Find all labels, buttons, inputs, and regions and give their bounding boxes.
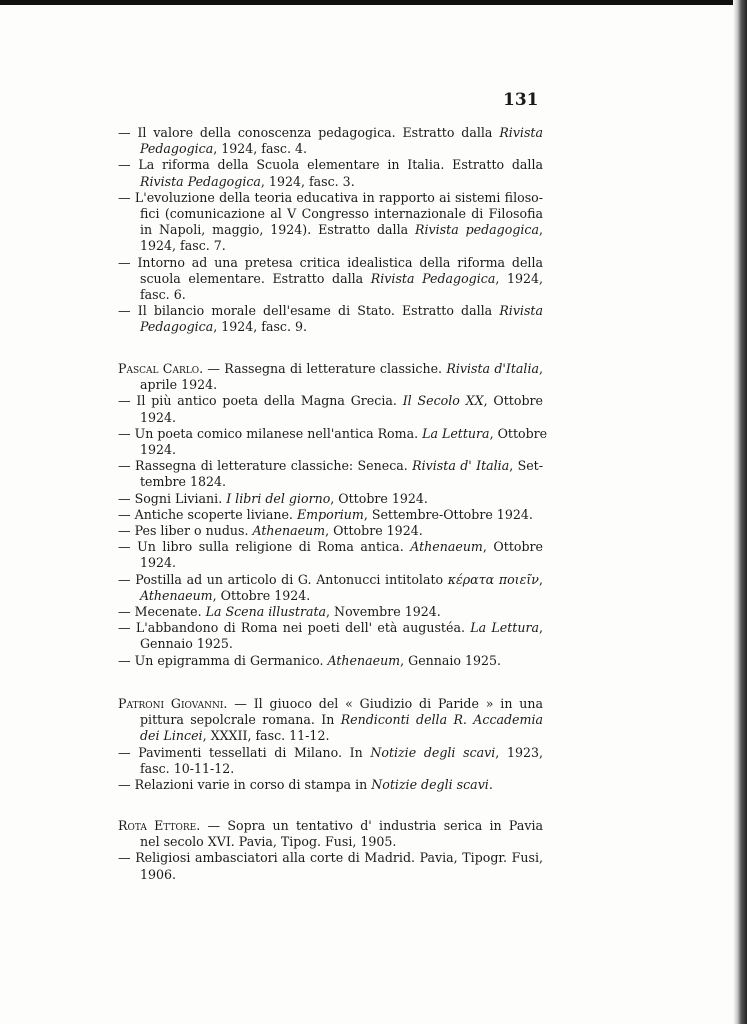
- entry-text: — Pes liber o nudus.: [118, 523, 253, 539]
- entry-line: [118, 393, 543, 409]
- entry-text: , XXXII, fasc. 11-12.: [202, 728, 330, 744]
- entry-text: Gennaio 1925.: [140, 636, 233, 652]
- entry-text: .: [488, 777, 493, 793]
- bibliography-entry: [118, 190, 543, 255]
- section-pascal-carlo: [118, 361, 548, 669]
- entry-line: [118, 255, 543, 271]
- bibliography-entry: [118, 777, 543, 793]
- entry-text: — L'evoluzione della teoria educativa in rapporto ai sistemi filoso-: [118, 189, 543, 205]
- entry-text: 1924.: [140, 409, 177, 425]
- publication-title: Rivista: [499, 125, 543, 140]
- entry-text: ,: [538, 222, 543, 238]
- entry-line: [118, 271, 543, 287]
- entry-text: fasc. 10-11-12.: [140, 760, 235, 776]
- bibliography-entry: [118, 507, 543, 523]
- bibliography-entry: [118, 523, 543, 539]
- publication-title: Rivista pedagogica: [415, 222, 539, 238]
- entry-text: — Pavimenti tessellati di Milano. In: [118, 744, 371, 760]
- entry-text: , Novembre 1924.: [326, 604, 441, 620]
- entry-text: — Il più antico poeta della Magna Grecia.: [118, 393, 403, 409]
- publication-title: Rivista: [499, 303, 543, 319]
- entry-text: , Ottobre: [482, 539, 543, 555]
- entry-line: [118, 523, 543, 539]
- entry-line: [118, 728, 543, 744]
- entry-line: [118, 620, 543, 636]
- entry-text: — Un poeta comico milanese nell'antica Roma.: [118, 425, 423, 441]
- entry-text: , Ottobre 1924.: [212, 587, 311, 603]
- entry-line: [118, 125, 543, 141]
- bibliography-entry: [118, 653, 543, 669]
- entry-line: [118, 491, 543, 507]
- entry-text: — Un libro sulla religione di Roma antica.: [118, 539, 411, 555]
- publication-title: Rivista Pedagogica: [370, 270, 496, 286]
- bibliography-entry: [118, 572, 543, 604]
- entry-line: [118, 712, 543, 728]
- author-name: Patroni Giovanni.: [118, 696, 228, 711]
- publication-title: Athenaeum: [410, 539, 483, 555]
- publication-title: Rivista d' Italia: [412, 458, 510, 474]
- author-name: Rota Ettore.: [118, 818, 201, 833]
- entry-line: [118, 141, 543, 157]
- entry-text: fici (comunicazione al V Congresso internazionale di Filosofia: [140, 206, 543, 222]
- publication-title: La Lettura: [470, 620, 539, 636]
- entry-text: nel secolo XVI. Pavia, Tipog. Fusi, 1905.: [140, 834, 397, 850]
- entry-text: , Settembre-Ottobre 1924.: [363, 506, 533, 522]
- entry-text: 1924.: [140, 555, 177, 571]
- bibliography-entry: [118, 458, 543, 490]
- publication-title: Rivista Pedagogica: [140, 173, 261, 189]
- entry-text: — La riforma della Scuola elementare in Italia. Estratto dalla: [118, 157, 543, 173]
- entry-line: [118, 588, 543, 604]
- entry-line: [118, 653, 543, 669]
- bibliography-entry: [118, 604, 543, 620]
- entry-text: pittura sepolcrale romana. In: [140, 712, 341, 728]
- entry-line: [118, 425, 548, 442]
- entry-line: [118, 377, 543, 393]
- entry-text: scuola elementare. Estratto dalla: [140, 270, 371, 286]
- entry-text: — Il valore della conoscenza pedagogica. Estratto dalla: [118, 125, 500, 140]
- entry-line: [118, 777, 543, 793]
- publication-title: Rivista d'Italia: [446, 361, 539, 376]
- entry-text: , Set-: [509, 458, 543, 474]
- entry-line: [118, 745, 543, 761]
- entry-text: — Rassegna di letterature classiche: Seneca.: [118, 458, 413, 474]
- entry-line: [118, 636, 543, 652]
- publication-title: I libri del giorno: [226, 490, 331, 506]
- entry-line: [118, 474, 543, 490]
- entry-line: [118, 604, 543, 620]
- bibliography-entry: [118, 303, 543, 335]
- bibliography-entry: [118, 361, 543, 393]
- scan-page-edge: [733, 0, 747, 1024]
- entry-text: — Postilla ad un articolo di G. Antonucci intitolato: [118, 571, 448, 587]
- entry-line: [118, 157, 543, 173]
- entry-text: , Ottobre: [483, 393, 543, 409]
- entry-line: [118, 761, 543, 777]
- bibliography-entry: [118, 393, 543, 425]
- entry-line: [118, 572, 543, 588]
- entry-text: 1906.: [140, 866, 177, 882]
- entry-line: [118, 458, 543, 474]
- entry-line: [118, 361, 543, 377]
- bibliography-entry: [118, 539, 543, 571]
- author-name: Pascal Carlo.: [118, 361, 204, 376]
- bibliography-entry: [118, 255, 543, 304]
- entry-text: — Intorno ad una pretesa critica idealistica della riforma della: [118, 254, 543, 270]
- entry-text: fasc. 6.: [140, 287, 186, 303]
- publication-title: Emporium: [296, 506, 364, 522]
- entry-line: [118, 442, 543, 458]
- entry-text: , 1924,: [495, 270, 544, 286]
- entry-line: [118, 410, 543, 426]
- entry-text: ,: [538, 361, 543, 376]
- entry-text: , Ottobre 1924.: [330, 490, 428, 506]
- bibliography-entry: [118, 696, 543, 745]
- entry-text: tembre 1824.: [140, 474, 227, 490]
- entry-line: [118, 174, 543, 190]
- bibliography-entry: [118, 850, 543, 882]
- entry-text: , 1924, fasc. 3.: [260, 173, 355, 189]
- entry-text: , Ottobre 1924.: [325, 523, 423, 539]
- publication-title: Pedagogica: [140, 319, 214, 335]
- entry-text: ,: [538, 571, 543, 587]
- entry-line: [118, 867, 543, 883]
- entry-text: — Un epigramma di Germanico.: [118, 652, 328, 668]
- publication-title: Athenaeum: [327, 652, 401, 668]
- entry-text: — Sogni Liviani.: [118, 490, 227, 506]
- publication-title: Pedagogica: [140, 141, 214, 157]
- entry-line: [118, 222, 543, 238]
- entry-line: [118, 287, 543, 303]
- scan-top-border: [0, 0, 747, 5]
- entry-text: in Napoli, maggio, 1924). Estratto dalla: [140, 222, 416, 238]
- entry-line: [118, 696, 543, 712]
- section-patroni-giovanni: [118, 696, 543, 793]
- entry-text: , Gennaio 1925.: [400, 652, 502, 668]
- entry-text: aprile 1924.: [140, 377, 218, 393]
- entry-line: [118, 555, 543, 571]
- publication-title: La Scena illustrata: [205, 604, 327, 620]
- entry-text: — Antiche scoperte liviane.: [118, 506, 297, 522]
- entry-text: , 1924, fasc. 9.: [213, 319, 308, 335]
- publication-title: Athenaeum: [252, 523, 326, 539]
- entry-line: [118, 507, 543, 523]
- bibliography-entry: [118, 157, 543, 189]
- section-rota-ettore: [118, 818, 543, 883]
- publication-title: Rendiconti della R. Accademia: [340, 712, 543, 728]
- bibliography-entry: [118, 818, 543, 850]
- entry-line: [118, 319, 543, 335]
- publication-title: Il Secolo XX: [402, 393, 484, 409]
- entry-text: ,: [538, 620, 543, 636]
- entry-text: — Rassegna di letterature classiche.: [203, 361, 447, 376]
- entry-text: , 1923,: [495, 744, 543, 760]
- entry-line: [118, 850, 543, 866]
- entry-line: [118, 238, 543, 254]
- entry-line: [118, 539, 543, 555]
- entry-text: , 1924, fasc. 4.: [213, 141, 308, 157]
- publication-title: La Lettura: [422, 425, 490, 441]
- publication-title: Notizie degli scavi: [371, 777, 489, 793]
- bibliography-entry: [118, 745, 543, 777]
- entry-text: — Sopra un tentativo d' industria serica in Pavia: [200, 818, 543, 833]
- entry-text: — Il bilancio morale dell'esame di Stato. Estratto dalla: [118, 303, 500, 319]
- section-bibliography-continued: [118, 125, 543, 336]
- entry-line: [118, 303, 543, 319]
- entry-text: 1924.: [140, 442, 177, 458]
- entry-text: — Il giuoco del « Giudizio di Paride » in una: [227, 696, 543, 711]
- entry-text: — Religiosi ambasciatori alla corte di Madrid. Pavia, Tipogr. Fusi,: [118, 850, 543, 866]
- entry-text: — L'abbandono di Roma nei poeti dell' età augustéa.: [118, 620, 471, 636]
- entry-line: [118, 818, 543, 834]
- entry-text: , Ottobre: [489, 425, 548, 441]
- entry-text: — Relazioni varie in corso di stampa in: [118, 777, 372, 793]
- entry-line: [118, 190, 543, 206]
- bibliography-entry: [118, 620, 543, 652]
- publication-title: Notizie degli scavi: [370, 744, 496, 760]
- publication-title: Athenaeum: [140, 587, 213, 603]
- entry-line: [118, 206, 543, 222]
- bibliography-entry: [118, 425, 548, 458]
- bibliography-entry: [118, 125, 543, 157]
- entry-line: [118, 834, 543, 850]
- entry-text: 1924, fasc. 7.: [140, 238, 226, 254]
- page-number: 131: [503, 90, 539, 110]
- publication-title: κέρατα ποιεῖν: [447, 571, 539, 587]
- publication-title: dei Lincei: [140, 728, 203, 744]
- bibliography-entry: [118, 491, 543, 507]
- entry-text: — Mecenate.: [118, 604, 206, 620]
